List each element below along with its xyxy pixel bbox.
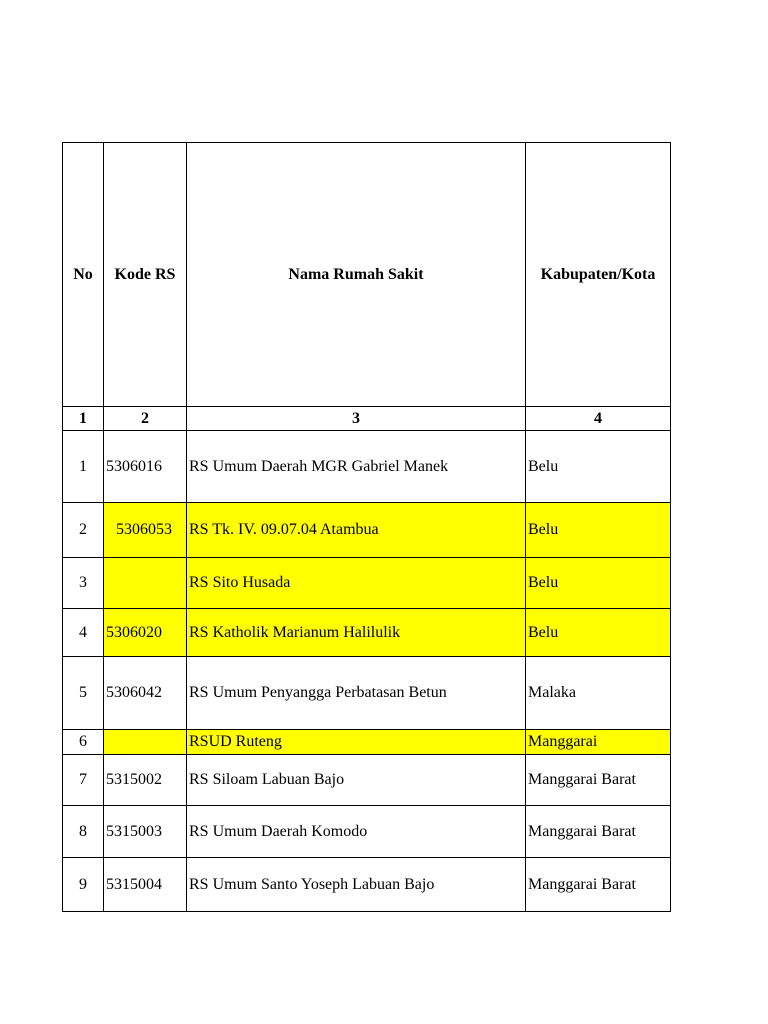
header-kabupaten-kota: Kabupaten/Kota bbox=[526, 143, 671, 407]
column-number: 2 bbox=[104, 407, 187, 431]
hospital-name-cell: RS Umum Daerah Komodo bbox=[187, 806, 526, 858]
table-row bbox=[63, 558, 671, 609]
kabupaten-cell: Manggarai Barat bbox=[526, 858, 671, 912]
row-number: 7 bbox=[63, 755, 104, 806]
kode-rs-cell: 5306042 bbox=[104, 657, 187, 730]
kabupaten-cell: Belu bbox=[526, 431, 671, 503]
table-row bbox=[63, 730, 671, 755]
kabupaten-cell: Belu bbox=[526, 503, 671, 558]
hospital-name-cell: RSUD Ruteng bbox=[187, 730, 526, 755]
kabupaten-cell: Manggarai Barat bbox=[526, 755, 671, 806]
hospital-name-cell: RS Siloam Labuan Bajo bbox=[187, 755, 526, 806]
kabupaten-cell: Manggarai Barat bbox=[526, 806, 671, 858]
column-number: 3 bbox=[187, 407, 526, 431]
row-number: 6 bbox=[63, 730, 104, 755]
column-number-row bbox=[63, 407, 671, 431]
table-row bbox=[63, 431, 671, 503]
row-number: 2 bbox=[63, 503, 104, 558]
kode-rs-cell: 5306020 bbox=[104, 609, 187, 657]
column-number: 1 bbox=[63, 407, 104, 431]
hospital-name-cell: RS Tk. IV. 09.07.04 Atambua bbox=[187, 503, 526, 558]
row-number: 5 bbox=[63, 657, 104, 730]
kabupaten-cell: Manggarai bbox=[526, 730, 671, 755]
table-row bbox=[63, 858, 671, 912]
hospital-name-cell: RS Sito Husada bbox=[187, 558, 526, 609]
kabupaten-cell: Malaka bbox=[526, 657, 671, 730]
table-row bbox=[63, 755, 671, 806]
kabupaten-cell: Belu bbox=[526, 609, 671, 657]
row-number: 4 bbox=[63, 609, 104, 657]
kode-rs-cell: 5306016 bbox=[104, 431, 187, 503]
hospital-name-cell: RS Umum Daerah MGR Gabriel Manek bbox=[187, 431, 526, 503]
kabupaten-cell: Belu bbox=[526, 558, 671, 609]
kode-rs-cell: 5315002 bbox=[104, 755, 187, 806]
hospital-name-cell: RS Umum Penyangga Perbatasan Betun bbox=[187, 657, 526, 730]
kode-rs-cell: 5306053 bbox=[104, 503, 187, 558]
hospital-table bbox=[62, 142, 671, 912]
kode-rs-cell bbox=[104, 730, 187, 755]
table-row bbox=[63, 806, 671, 858]
row-number: 3 bbox=[63, 558, 104, 609]
column-number: 4 bbox=[526, 407, 671, 431]
kode-rs-cell: 5315003 bbox=[104, 806, 187, 858]
table-row bbox=[63, 609, 671, 657]
header-row bbox=[63, 143, 671, 407]
table-row bbox=[63, 657, 671, 730]
row-number: 1 bbox=[63, 431, 104, 503]
header-no: No bbox=[63, 143, 104, 407]
kode-rs-cell: 5315004 bbox=[104, 858, 187, 912]
table-row bbox=[63, 503, 671, 558]
header-kode-rs: Kode RS bbox=[104, 143, 187, 407]
hospital-name-cell: RS Umum Santo Yoseph Labuan Bajo bbox=[187, 858, 526, 912]
kode-rs-cell bbox=[104, 558, 187, 609]
row-number: 9 bbox=[63, 858, 104, 912]
header-nama-rumah-sakit: Nama Rumah Sakit bbox=[187, 143, 526, 407]
hospital-name-cell: RS Katholik Marianum Halilulik bbox=[187, 609, 526, 657]
row-number: 8 bbox=[63, 806, 104, 858]
